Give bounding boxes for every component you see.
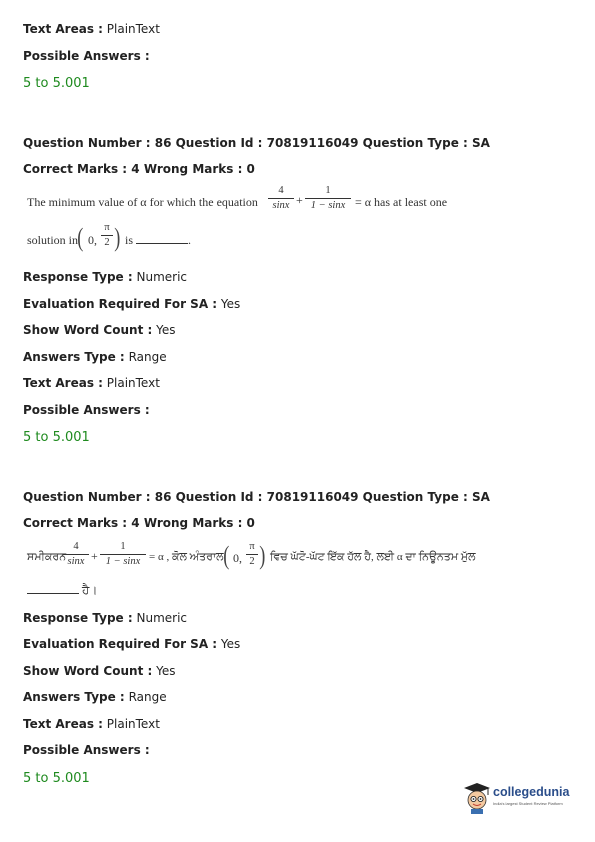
numerator: 4 — [73, 541, 79, 552]
numerator: 4 — [278, 185, 284, 196]
text-areas-row — [23, 717, 160, 731]
question-header: Question Number : 86 Question Id : 70819116049 Question Type : SA — [23, 490, 490, 504]
sentence-end: ਹੈ। — [82, 583, 98, 597]
denominator: 2 — [249, 556, 255, 567]
right-paren: ) — [114, 223, 121, 252]
fraction — [100, 540, 146, 569]
evaluation-required-row — [23, 297, 240, 311]
fraction — [305, 184, 351, 213]
field-value: PlainText — [106, 717, 160, 731]
text-areas-row — [23, 22, 160, 36]
question-text: ਵਿਚ ਘੱਟੋ-ਘੱਟ ਇੱਕ ਹੱਲ ਹੈ, ਲਈ α ਦਾ ਨਿਊਨਤਮ ਮੁੱਲ — [270, 551, 476, 563]
field-label: Text Areas : — [23, 22, 103, 36]
field-value: Yes — [156, 664, 176, 678]
response-type-row — [23, 611, 187, 625]
interval-start: 0, — [233, 551, 242, 565]
fraction — [268, 184, 294, 213]
left-paren: ( — [223, 541, 230, 570]
possible-answers-label: Possible Answers : — [23, 49, 150, 63]
possible-answer: 5 to 5.001 — [23, 771, 90, 786]
plus-sign: + — [91, 549, 98, 563]
field-label: Show Word Count : — [23, 323, 153, 337]
field-label: Possible Answers : — [23, 403, 150, 417]
numerator: 1 — [120, 541, 126, 552]
field-value: Numeric — [136, 611, 188, 625]
fraction — [63, 540, 89, 569]
possible-answers-row — [23, 743, 150, 757]
fraction — [101, 221, 113, 250]
response-type-row — [23, 270, 187, 284]
question-text: is . — [125, 233, 192, 247]
denominator: 1 − sinx — [310, 200, 346, 211]
answer-blank — [27, 585, 79, 594]
question-header: Question Number : 86 Question Id : 70819116049 Question Type : SA — [23, 136, 490, 150]
field-value: Yes — [220, 637, 241, 651]
possible-answer: 5 to 5.001 — [23, 76, 90, 91]
question-text: ਸਮੀਕਰਨ — [27, 551, 67, 563]
field-label: Text Areas : — [23, 376, 103, 390]
right-paren: ) — [259, 541, 266, 570]
field-label: Possible Answers : — [23, 743, 150, 757]
denominator: 2 — [104, 237, 110, 248]
marks-line: Correct Marks : 4 Wrong Marks : 0 — [23, 162, 255, 176]
field-label: Response Type : — [23, 611, 133, 625]
field-value: Yes — [156, 323, 176, 337]
field-value: PlainText — [106, 376, 160, 390]
answers-type-row — [23, 690, 167, 704]
interval-start: 0, — [88, 233, 97, 247]
denominator: sinx — [272, 200, 290, 211]
field-label: Text Areas : — [23, 717, 103, 731]
possible-answers-row — [23, 403, 150, 417]
question-text: = α , ਕੋਲ ਅੰਤਰਾਲ — [149, 551, 224, 563]
numerator: π — [249, 541, 255, 552]
answers-type-row — [23, 350, 167, 364]
question-text: The minimum value of α for which the equation — [27, 195, 258, 209]
plus-sign: + — [296, 193, 303, 207]
denominator: sinx — [67, 556, 85, 567]
show-word-count-row — [23, 323, 175, 337]
field-label: Show Word Count : — [23, 664, 153, 678]
field-value: Range — [128, 690, 167, 704]
show-word-count-row — [23, 664, 175, 678]
answer-blank — [136, 235, 188, 244]
fraction — [246, 540, 258, 569]
field-label: Answers Type : — [23, 350, 125, 364]
numerator: 1 — [325, 185, 331, 196]
question-text: solution in — [27, 233, 79, 247]
logo-wordmark: collegedunia — [493, 785, 570, 799]
field-label: Response Type : — [23, 270, 133, 284]
marks-line: Correct Marks : 4 Wrong Marks : 0 — [23, 516, 255, 530]
evaluation-required-row — [23, 637, 240, 651]
field-label: Evaluation Required For SA : — [23, 297, 218, 311]
left-paren: ( — [77, 223, 84, 252]
possible-answer: 5 to 5.001 — [23, 430, 90, 445]
field-label: Evaluation Required For SA : — [23, 637, 218, 651]
field-value: Numeric — [136, 270, 188, 284]
question-text: = α has at least one — [355, 195, 448, 209]
logo-tagline: India's largest Student Review Platform — [493, 801, 563, 806]
question-text — [27, 583, 97, 598]
field-label: Answers Type : — [23, 690, 125, 704]
field-value: Yes — [220, 297, 241, 311]
denominator: 1 − sinx — [105, 556, 141, 567]
is-text: is — [125, 233, 134, 247]
numerator: π — [104, 222, 110, 233]
field-value: Range — [128, 350, 167, 364]
field-value: PlainText — [106, 22, 160, 36]
collegedunia-logo — [462, 780, 572, 814]
mascot-icon — [462, 780, 492, 814]
text-areas-row — [23, 376, 160, 390]
